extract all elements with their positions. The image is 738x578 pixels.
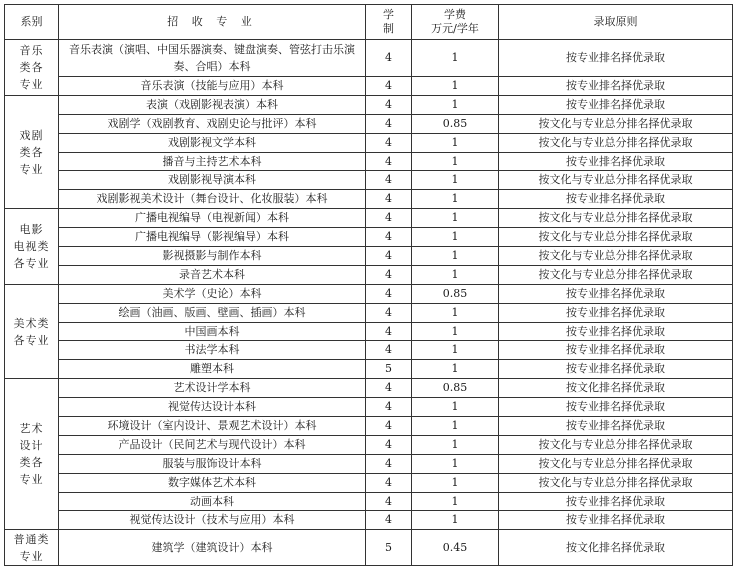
years-cell: 4 [366, 133, 412, 152]
major-cell: 录音艺术本科 [59, 265, 366, 284]
fee-cell: 1 [412, 322, 499, 341]
rule-cell: 按文化与专业总分排名择优录取 [499, 473, 733, 492]
major-cell: 服装与服饰设计本科 [59, 454, 366, 473]
fee-cell: 1 [412, 492, 499, 511]
years-cell: 5 [366, 360, 412, 379]
table-row [5, 265, 733, 284]
years-cell: 4 [366, 171, 412, 190]
major-cell: 表演（戏剧影视表演）本科 [59, 95, 366, 114]
major-cell: 视觉传达设计本科 [59, 398, 366, 417]
major-cell: 雕塑本科 [59, 360, 366, 379]
header-rule: 录取原则 [499, 5, 733, 40]
rule-cell: 按专业排名择优录取 [499, 492, 733, 511]
rule-cell: 按专业排名择优录取 [499, 322, 733, 341]
rule-cell: 按专业排名择优录取 [499, 511, 733, 530]
table-row [5, 133, 733, 152]
category-cell: 普通类 专业 [5, 530, 59, 566]
major-cell: 视觉传达设计（技术与应用）本科 [59, 511, 366, 530]
table-row [5, 209, 733, 228]
rule-cell: 按专业排名择优录取 [499, 341, 733, 360]
table-row [5, 152, 733, 171]
rule-cell: 按文化排名择优录取 [499, 379, 733, 398]
years-cell: 4 [366, 95, 412, 114]
table-row [5, 247, 733, 266]
major-cell: 动画本科 [59, 492, 366, 511]
major-cell: 音乐表演（技能与应用）本科 [59, 77, 366, 96]
table-row [5, 190, 733, 209]
rule-cell: 按文化与专业总分排名择优录取 [499, 435, 733, 454]
rule-cell: 按文化与专业总分排名择优录取 [499, 171, 733, 190]
table-row [5, 77, 733, 96]
table-body [5, 40, 733, 566]
years-cell: 4 [366, 417, 412, 436]
years-cell: 4 [366, 40, 412, 77]
table-row [5, 95, 733, 114]
major-cell: 戏剧影视文学本科 [59, 133, 366, 152]
rule-cell: 按文化与专业总分排名择优录取 [499, 228, 733, 247]
table-row [5, 530, 733, 566]
major-cell: 产品设计（民间艺术与现代设计）本科 [59, 435, 366, 454]
fee-cell: 0.85 [412, 114, 499, 133]
category-cell: 音乐 类各 专业 [5, 40, 59, 96]
years-cell: 5 [366, 530, 412, 566]
rule-cell: 按文化与专业总分排名择优录取 [499, 454, 733, 473]
table-row [5, 341, 733, 360]
years-cell: 4 [366, 228, 412, 247]
fee-cell: 1 [412, 454, 499, 473]
years-cell: 4 [366, 152, 412, 171]
fee-cell: 1 [412, 360, 499, 379]
table-row [5, 511, 733, 530]
years-cell: 4 [366, 114, 412, 133]
rule-cell: 按文化与专业总分排名择优录取 [499, 265, 733, 284]
rule-cell: 按专业排名择优录取 [499, 360, 733, 379]
header-fee: 学费 万元/学年 [412, 5, 499, 40]
years-cell: 4 [366, 247, 412, 266]
fee-cell: 1 [412, 435, 499, 454]
major-cell: 戏剧学（戏剧教育、戏剧史论与批评）本科 [59, 114, 366, 133]
rule-cell: 按专业排名择优录取 [499, 303, 733, 322]
fee-cell: 1 [412, 265, 499, 284]
fee-cell: 1 [412, 40, 499, 77]
table-row [5, 379, 733, 398]
years-cell: 4 [366, 303, 412, 322]
rule-cell: 按专业排名择优录取 [499, 417, 733, 436]
fee-cell: 1 [412, 209, 499, 228]
table-row [5, 171, 733, 190]
major-cell: 播音与主持艺术本科 [59, 152, 366, 171]
rule-cell: 按专业排名择优录取 [499, 398, 733, 417]
years-cell: 4 [366, 435, 412, 454]
major-cell: 中国画本科 [59, 322, 366, 341]
rule-cell: 按文化与专业总分排名择优录取 [499, 114, 733, 133]
major-cell: 数字媒体艺术本科 [59, 473, 366, 492]
fee-cell: 1 [412, 473, 499, 492]
fee-cell: 0.45 [412, 530, 499, 566]
category-cell: 美术类 各专业 [5, 284, 59, 378]
category-cell: 戏剧 类各 专业 [5, 95, 59, 208]
table-row [5, 322, 733, 341]
years-cell: 4 [366, 209, 412, 228]
table-row [5, 435, 733, 454]
fee-cell: 1 [412, 95, 499, 114]
rule-cell: 按专业排名择优录取 [499, 95, 733, 114]
fee-cell: 1 [412, 228, 499, 247]
table-row [5, 417, 733, 436]
years-cell: 4 [366, 473, 412, 492]
fee-cell: 1 [412, 398, 499, 417]
years-cell: 4 [366, 284, 412, 303]
major-cell: 绘画（油画、版画、壁画、插画）本科 [59, 303, 366, 322]
table-row [5, 284, 733, 303]
fee-cell: 1 [412, 77, 499, 96]
rule-cell: 按专业排名择优录取 [499, 190, 733, 209]
rule-cell: 按专业排名择优录取 [499, 284, 733, 303]
header-years: 学 制 [366, 5, 412, 40]
table-row [5, 360, 733, 379]
table-row [5, 398, 733, 417]
major-cell: 广播电视编导（影视编导）本科 [59, 228, 366, 247]
major-cell: 广播电视编导（电视新闻）本科 [59, 209, 366, 228]
rule-cell: 按专业排名择优录取 [499, 40, 733, 77]
table-row [5, 228, 733, 247]
fee-cell: 1 [412, 511, 499, 530]
rule-cell: 按文化与专业总分排名择优录取 [499, 247, 733, 266]
category-cell: 电影 电视类 各专业 [5, 209, 59, 285]
major-cell: 艺术设计学本科 [59, 379, 366, 398]
category-cell: 艺术 设计 类各 专业 [5, 379, 59, 530]
table-row [5, 492, 733, 511]
years-cell: 4 [366, 190, 412, 209]
years-cell: 4 [366, 341, 412, 360]
years-cell: 4 [366, 379, 412, 398]
rule-cell: 按专业排名择优录取 [499, 77, 733, 96]
rule-cell: 按文化与专业总分排名择优录取 [499, 133, 733, 152]
fee-cell: 0.85 [412, 379, 499, 398]
years-cell: 4 [366, 77, 412, 96]
fee-cell: 1 [412, 303, 499, 322]
years-cell: 4 [366, 492, 412, 511]
years-cell: 4 [366, 322, 412, 341]
header-category: 系别 [5, 5, 59, 40]
years-cell: 4 [366, 265, 412, 284]
major-cell: 音乐表演（演唱、中国乐器演奏、键盘演奏、管弦打击乐演奏、合唱）本科 [59, 40, 366, 77]
table-row [5, 303, 733, 322]
major-cell: 书法学本科 [59, 341, 366, 360]
major-cell: 美术学（史论）本科 [59, 284, 366, 303]
table-header [5, 5, 733, 40]
fee-cell: 1 [412, 417, 499, 436]
fee-cell: 1 [412, 190, 499, 209]
major-cell: 戏剧影视美术设计（舞台设计、化妆服装）本科 [59, 190, 366, 209]
table-row [5, 114, 733, 133]
admissions-table [4, 4, 733, 566]
rule-cell: 按文化排名择优录取 [499, 530, 733, 566]
fee-cell: 1 [412, 341, 499, 360]
header-major: 招 收 专 业 [59, 5, 366, 40]
major-cell: 影视摄影与制作本科 [59, 247, 366, 266]
fee-cell: 1 [412, 152, 499, 171]
rule-cell: 按专业排名择优录取 [499, 152, 733, 171]
header-row [5, 5, 733, 40]
years-cell: 4 [366, 454, 412, 473]
years-cell: 4 [366, 398, 412, 417]
fee-cell: 1 [412, 247, 499, 266]
fee-cell: 1 [412, 171, 499, 190]
major-cell: 建筑学（建筑设计）本科 [59, 530, 366, 566]
major-cell: 戏剧影视导演本科 [59, 171, 366, 190]
table-row [5, 473, 733, 492]
major-cell: 环境设计（室内设计、景观艺术设计）本科 [59, 417, 366, 436]
table-row [5, 40, 733, 77]
table-row [5, 454, 733, 473]
rule-cell: 按文化与专业总分排名择优录取 [499, 209, 733, 228]
fee-cell: 0.85 [412, 284, 499, 303]
years-cell: 4 [366, 511, 412, 530]
fee-cell: 1 [412, 133, 499, 152]
